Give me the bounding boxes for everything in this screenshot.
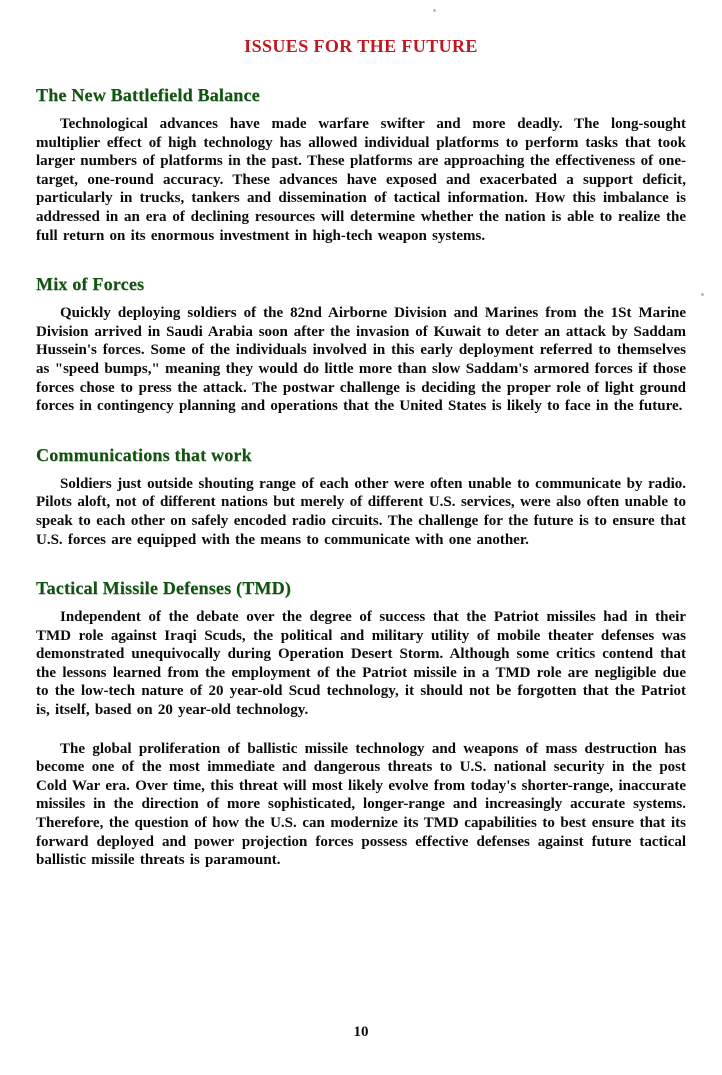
page-title: ISSUES FOR THE FUTURE (244, 36, 478, 56)
section-heading-tactical-missile-defenses: Tactical Missile Defenses (TMD) (36, 578, 291, 599)
page-number: 10 (353, 1024, 369, 1040)
section-tactical-missile-defenses (36, 578, 686, 870)
section-new-battlefield-balance (36, 85, 686, 245)
body-paragraph: Technological advances have made warfare swifter and more deadly. The long-sought multiplier effect of high technology has allowed individual platforms to perform tasks that took larger numbers of platforms in the past. These platforms are approaching the effectiveness of one-target, one-round accuracy. These advances have exposed and exacerbated a support deficit, particularly in trucks, tankers and dissemination of tactical information. How this imbalance is addressed in an era of declining resources will determine whether the nation is able to realize the full return on its enormous investment in high-tech weapon systems. (36, 116, 686, 244)
scan-speck (433, 9, 436, 12)
body-paragraph: The global proliferation of ballistic missile technology and weapons of mass destruction has become one of the most immediate and dangerous threats to U.S. national security in the post Cold War era. Over time, this threat will most likely evolve from today's shorter-range, inaccurate missiles in the direction of more sophisticated, longer-range and increasingly accurate systems. Therefore, the question of how the U.S. can modernize its TMD capabilities to best ensure that its forward deployed and power projection forces possess effective defenses against future tactical ballistic missile threats is paramount. (36, 740, 686, 869)
body-paragraph: Soldiers just outside shouting range of each other were often unable to communicate by radio. Pilots aloft, not of different nations but merely of different U.S. services, were also often unable to speak to each other on safely encoded radio circuits. The challenge for the future is to ensure that U.S. forces are equipped with the means to communicate with one another. (36, 475, 686, 548)
body-paragraph: Quickly deploying soldiers of the 82nd Airborne Division and Marines from the 1St Marine Division arrived in Saudi Arabia soon after the invasion of Kuwait to deter an attack by Saddam Hussein's forces. Some of the individuals involved in this early deployment referred to themselves as "speed bumps," meaning they would do little more than slow Saddam's armored forces if those forces chose to press the attack. The postwar challenge is deciding the proper role of light ground forces in contingency planning and operations that the United States is likely to face in the future. (36, 305, 686, 415)
page-content (0, 36, 722, 870)
body-paragraph: Independent of the debate over the degree of success that the Patriot missiles had in their TMD role against Iraqi Scuds, the political and military utility of mobile theater defenses was demonstrated unequivocally during Operation Desert Storm. Although some critics contend that the lessons learned from the employment of the Patriot missile in a TMD role are negligible due to the low-tech nature of 20 year-old Scud technology, it should not be forgotten that the Patriot is, itself, based on 20 year-old technology. (36, 609, 686, 719)
section-mix-of-forces (36, 274, 686, 416)
scan-speck (701, 293, 704, 296)
section-heading-communications-that-work: Communications that work (36, 444, 252, 465)
section-communications-that-work (36, 445, 686, 549)
section-heading-new-battlefield-balance: The New Battlefield Balance (36, 85, 260, 105)
title-block (36, 36, 686, 57)
section-heading-mix-of-forces: Mix of Forces (36, 274, 145, 295)
